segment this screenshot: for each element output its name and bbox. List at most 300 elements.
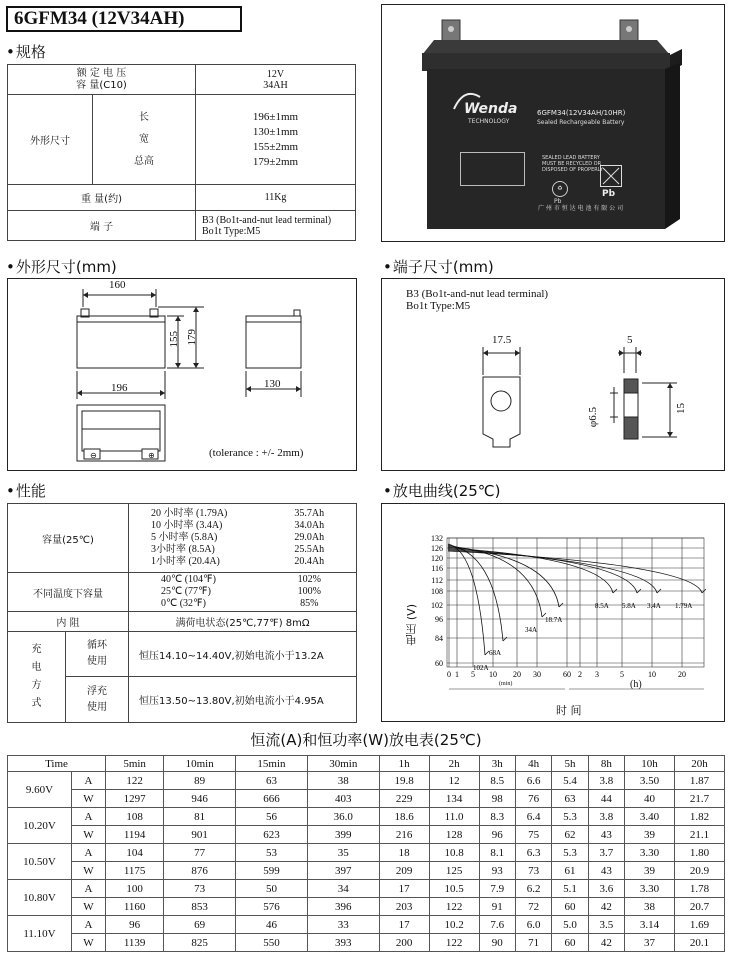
table-header-cell: 8h <box>588 756 624 772</box>
rated-voltage-label-cell <box>8 65 196 95</box>
table-cell: 10.5 <box>429 880 479 898</box>
table-cell: 73 <box>515 862 551 880</box>
series-label: 8.5A <box>595 602 609 610</box>
table-cell: 7.9 <box>479 880 515 898</box>
table-cell: 63 <box>236 772 308 790</box>
table-cell: 1194 <box>106 826 164 844</box>
table-header-cell: 2h <box>429 756 479 772</box>
rated-voltage-value-cell <box>196 65 356 95</box>
table-row <box>8 862 725 880</box>
table-cell: 10.8 <box>429 844 479 862</box>
dims-drawing <box>8 279 355 469</box>
dim-height-inner: 155 <box>168 331 180 348</box>
battery-model: 6GFM34(12V34AH/10HR) <box>537 109 626 117</box>
float-use-value: 恒压13.50~13.80V,初始电流小于4.95A <box>129 677 357 723</box>
table-cell: 43 <box>588 826 624 844</box>
terminal-height: 15 <box>675 403 687 414</box>
section-terminal-heading: • 端子尺寸(mm) <box>383 258 494 276</box>
chart-frame <box>447 538 704 667</box>
table-cell: 5.3 <box>552 808 588 826</box>
recycle-icon: ♻ <box>552 181 568 197</box>
table-cell: 39 <box>625 862 675 880</box>
battery-brand: Wenda <box>464 101 518 117</box>
voltage-cell: 10.80V <box>8 880 72 916</box>
table-header-cell: 4h <box>515 756 551 772</box>
table-header-cell: 3h <box>479 756 515 772</box>
series-label: 3.4A <box>647 602 661 610</box>
table-cell: 3.14 <box>625 916 675 934</box>
table-cell: 8.3 <box>479 808 515 826</box>
table-cell: 3.8 <box>588 808 624 826</box>
table-cell: 6.4 <box>515 808 551 826</box>
capacity-list <box>263 504 357 573</box>
rate-1h: 1小时率 (20.4A) <box>151 556 220 567</box>
chart-x-unit-min: (min) <box>499 681 513 687</box>
table-cell: 1.87 <box>675 772 725 790</box>
y-tick-label: 126 <box>431 544 443 553</box>
temp-40: 40℃ (104℉) <box>161 574 216 585</box>
table-cell: 63 <box>552 790 588 808</box>
float-label-1: 浮充 <box>87 685 107 697</box>
voltage-cell: 10.50V <box>8 844 72 880</box>
dims-label: 外形尺寸 <box>8 95 93 185</box>
unit-cell: A <box>72 808 106 826</box>
table-cell: 56 <box>236 808 308 826</box>
table-cell: 62 <box>552 826 588 844</box>
series-label: 68A <box>489 649 502 657</box>
table-cell: 403 <box>307 790 379 808</box>
table-cell: 550 <box>236 934 308 952</box>
dim-width: 130±1mm <box>252 125 299 138</box>
capacity-label: 容量(25℃) <box>8 504 129 573</box>
x-tick-label: 30 <box>533 670 541 679</box>
table-cell: 134 <box>429 790 479 808</box>
unit-cell: W <box>72 898 106 916</box>
table-row <box>8 790 725 808</box>
table-row <box>8 772 725 790</box>
table-cell: 73 <box>164 880 236 898</box>
table-row <box>8 826 725 844</box>
table-row <box>8 934 725 952</box>
table-cell: 11.0 <box>429 808 479 826</box>
dim-total-height: 179±2mm <box>252 155 299 168</box>
table-header-cell: 20h <box>675 756 725 772</box>
table-cell: 71 <box>515 934 551 952</box>
x-tick-label: 10 <box>648 670 656 679</box>
y-tick-label: 108 <box>431 587 443 596</box>
temp-list <box>129 573 263 612</box>
table-cell: 36.0 <box>307 808 379 826</box>
table-cell: 42 <box>588 898 624 916</box>
temp-capacity-label: 不同温度下容量 <box>8 573 129 612</box>
discharge-chart <box>382 504 723 720</box>
table-cell: 17 <box>379 880 429 898</box>
table-cell: 203 <box>379 898 429 916</box>
warning-line-2: MUST BE RECYCLED OR <box>542 161 602 167</box>
discharge-chart-panel <box>381 503 725 722</box>
table-header-cell: 1h <box>379 756 429 772</box>
discharge-table-title: 恒流(A)和恒功率(W)放电表(25℃) <box>250 731 482 749</box>
chart-y-label: 电压 (V) <box>405 604 418 646</box>
table-cell: 89 <box>164 772 236 790</box>
table-cell: 21.7 <box>675 790 725 808</box>
table-cell: 34 <box>307 880 379 898</box>
length-label: 长 <box>139 111 149 123</box>
series-line <box>448 545 503 641</box>
table-cell: 3.30 <box>625 844 675 862</box>
dim-width: 130 <box>264 378 281 390</box>
table-header-cell: 10min <box>164 756 236 772</box>
spec-table <box>7 64 356 241</box>
rate-20h: 20 小时率 (1.79A) <box>151 508 228 519</box>
table-cell: 100 <box>106 880 164 898</box>
resistance-label: 内 阻 <box>8 612 129 632</box>
table-row <box>8 808 725 826</box>
unit-cell: A <box>72 772 106 790</box>
table-cell: 60 <box>552 898 588 916</box>
voltage-cell: 10.20V <box>8 808 72 844</box>
y-tick-label: 60 <box>435 659 443 668</box>
table-cell: 12 <box>429 772 479 790</box>
table-cell: 901 <box>164 826 236 844</box>
table-cell: 20.9 <box>675 862 725 880</box>
table-cell: 6.2 <box>515 880 551 898</box>
table-header-cell: 5min <box>106 756 164 772</box>
table-cell: 53 <box>236 844 308 862</box>
temp-40-value: 102% <box>297 574 321 585</box>
table-cell: 96 <box>479 826 515 844</box>
table-cell: 128 <box>429 826 479 844</box>
table-cell: 81 <box>164 808 236 826</box>
battery-brand-sub: TECHNOLOGY <box>468 118 510 125</box>
table-cell: 20.7 <box>675 898 725 916</box>
table-cell: 10.2 <box>429 916 479 934</box>
y-tick-label: 96 <box>435 615 443 624</box>
table-cell: 35 <box>307 844 379 862</box>
table-cell: 104 <box>106 844 164 862</box>
table-cell: 946 <box>164 790 236 808</box>
temp-0: 0℃ (32℉) <box>161 598 206 609</box>
charge-char-2: 电 <box>31 662 42 673</box>
dim-length: 196±1mm <box>252 110 299 123</box>
x-tick-label: 1 <box>455 670 459 679</box>
table-cell: 393 <box>307 934 379 952</box>
table-cell: 93 <box>479 862 515 880</box>
table-cell: 3.50 <box>625 772 675 790</box>
terminal-type: B3 (Bo1t-and-nut lead terminal) <box>202 214 332 226</box>
table-cell: 46 <box>236 916 308 934</box>
float-label-2: 使用 <box>87 701 107 713</box>
unit-cell: A <box>72 844 106 862</box>
width-label: 宽 <box>139 133 149 145</box>
section-perf-heading: • 性能 <box>6 482 46 500</box>
unit-cell: W <box>72 934 106 952</box>
table-cell: 42 <box>588 934 624 952</box>
table-cell: 122 <box>429 898 479 916</box>
dim-height: 155±2mm <box>252 140 299 153</box>
x-tick-label: 2 <box>578 670 582 679</box>
series-line <box>448 547 559 607</box>
capacity-3h: 25.5Ah <box>294 544 325 555</box>
table-cell: 623 <box>236 826 308 844</box>
table-cell: 5.3 <box>552 844 588 862</box>
plus-terminal-icon: ⊕ <box>148 451 155 460</box>
table-cell: 396 <box>307 898 379 916</box>
charge-method-label <box>8 632 66 723</box>
weight-label: 重 量(约) <box>8 185 196 211</box>
resistance-value: 满荷电状态(25℃,77℉) 8mΩ <box>129 612 357 632</box>
table-cell: 1160 <box>106 898 164 916</box>
table-cell: 1.82 <box>675 808 725 826</box>
table-row <box>8 844 725 862</box>
table-cell: 61 <box>552 862 588 880</box>
table-cell: 20.1 <box>675 934 725 952</box>
rate-5h: 5 小时率 (5.8A) <box>151 532 218 543</box>
table-cell: 666 <box>236 790 308 808</box>
table-cell: 44 <box>588 790 624 808</box>
dim-height-total: 179 <box>186 329 198 346</box>
series-label: 1.79A <box>675 602 693 610</box>
x-tick-label: 3 <box>595 670 599 679</box>
rate-3h: 3小时率 (8.5A) <box>151 544 215 555</box>
section-curve-heading: • 放电曲线(25℃) <box>383 482 501 500</box>
table-cell: 1.78 <box>675 880 725 898</box>
table-cell: 209 <box>379 862 429 880</box>
terminal-bolt: Bo1t Type:M5 <box>202 225 261 237</box>
table-header-cell: 15min <box>236 756 308 772</box>
dims-values <box>196 95 356 185</box>
y-tick-label: 112 <box>431 576 443 585</box>
battery-maker: 广 州 市 恒 达 电 池 有 限 公 司 <box>538 205 624 212</box>
capacity-label: 容 量(C10) <box>76 79 127 91</box>
series-line <box>448 550 657 593</box>
discharge-table <box>7 755 725 952</box>
terminal-drawing-panel <box>381 278 725 471</box>
table-cell: 3.6 <box>588 880 624 898</box>
temp-25: 25℃ (77℉) <box>161 586 211 597</box>
table-cell: 5.0 <box>552 916 588 934</box>
table-cell: 853 <box>164 898 236 916</box>
table-cell: 39 <box>625 826 675 844</box>
table-cell: 1139 <box>106 934 164 952</box>
x-tick-label: 10 <box>489 670 497 679</box>
charge-char-1: 充 <box>31 644 42 655</box>
unit-cell: W <box>72 862 106 880</box>
table-cell: 1.69 <box>675 916 725 934</box>
series-line <box>448 549 637 593</box>
weight-value: 11Kg <box>196 185 356 211</box>
table-cell: 3.30 <box>625 880 675 898</box>
table-cell: 43 <box>588 862 624 880</box>
table-cell: 90 <box>479 934 515 952</box>
unit-cell: A <box>72 916 106 934</box>
battery-pb-large: Pb <box>602 189 616 199</box>
x-tick-label: 5 <box>620 670 624 679</box>
battery-pb-small: Pb <box>554 198 562 205</box>
table-cell: 125 <box>429 862 479 880</box>
crossed-bin-icon <box>600 165 622 187</box>
minus-terminal-icon: ⊖ <box>90 451 97 460</box>
table-cell: 108 <box>106 808 164 826</box>
page-title: 6GFM34 (12V34AH) <box>6 6 242 32</box>
table-cell: 122 <box>429 934 479 952</box>
table-cell: 1175 <box>106 862 164 880</box>
table-header-cell: 30min <box>307 756 379 772</box>
table-cell: 599 <box>236 862 308 880</box>
terminal-label: 端 子 <box>8 211 196 241</box>
series-line <box>448 551 702 593</box>
table-cell: 18 <box>379 844 429 862</box>
table-cell: 216 <box>379 826 429 844</box>
unit-cell: W <box>72 790 106 808</box>
table-cell: 38 <box>625 898 675 916</box>
terminal-desc-bolt: Bo1t Type:M5 <box>406 300 471 312</box>
y-tick-label: 120 <box>431 554 443 563</box>
terminal-values <box>196 211 356 241</box>
rate-10h: 10 小时率 (3.4A) <box>151 520 223 531</box>
capacity-value: 34AH <box>263 79 288 91</box>
table-cell: 8.1 <box>479 844 515 862</box>
table-cell: 77 <box>164 844 236 862</box>
table-cell: 38 <box>307 772 379 790</box>
table-cell: 21.1 <box>675 826 725 844</box>
table-cell: 1297 <box>106 790 164 808</box>
section-spec-heading: • 规格 <box>6 43 46 61</box>
table-cell: 91 <box>479 898 515 916</box>
table-cell: 122 <box>106 772 164 790</box>
temp-0-value: 85% <box>300 598 319 609</box>
table-cell: 1.80 <box>675 844 725 862</box>
table-header-cell: 10h <box>625 756 675 772</box>
rated-voltage-value: 12V <box>266 68 285 80</box>
table-row <box>8 916 725 934</box>
unit-cell: A <box>72 880 106 898</box>
table-cell: 76 <box>515 790 551 808</box>
capacity-20h: 35.7Ah <box>294 508 325 519</box>
y-tick-label: 102 <box>431 601 443 610</box>
dims-sub-labels <box>93 95 196 185</box>
terminal-hole-dia: φ6.5 <box>587 407 599 428</box>
rate-list <box>129 504 263 573</box>
float-use-label <box>66 677 129 723</box>
tolerance-note: (tolerance : +/- 2mm) <box>209 447 304 459</box>
y-tick-label: 116 <box>431 564 443 573</box>
table-cell: 60 <box>552 934 588 952</box>
table-cell: 397 <box>307 862 379 880</box>
table-cell: 876 <box>164 862 236 880</box>
temp-25-value: 100% <box>297 586 321 597</box>
table-cell: 6.6 <box>515 772 551 790</box>
charge-char-4: 式 <box>31 698 42 709</box>
dim-length: 196 <box>111 382 128 394</box>
terminal-thickness: 5 <box>627 334 633 346</box>
table-cell: 200 <box>379 934 429 952</box>
table-cell: 5.4 <box>552 772 588 790</box>
table-cell: 5.1 <box>552 880 588 898</box>
table-cell: 3.5 <box>588 916 624 934</box>
table-cell: 3.8 <box>588 772 624 790</box>
section-dims-heading: • 外形尺寸(mm) <box>6 258 117 276</box>
chart-x-unit-h: (h) <box>630 679 642 690</box>
voltage-cell: 11.10V <box>8 916 72 952</box>
table-cell: 8.5 <box>479 772 515 790</box>
table-cell: 3.7 <box>588 844 624 862</box>
table-cell: 17 <box>379 916 429 934</box>
unit-cell: W <box>72 826 106 844</box>
table-cell: 19.8 <box>379 772 429 790</box>
table-corner: Time <box>8 756 106 772</box>
x-tick-label: 0 <box>447 670 451 679</box>
table-cell: 7.6 <box>479 916 515 934</box>
table-cell: 98 <box>479 790 515 808</box>
cycle-use-value: 恒压14.10~14.40V,初始电流小于13.2A <box>129 632 357 677</box>
series-label: 102A <box>473 664 489 672</box>
battery-sticker <box>460 152 525 186</box>
capacity-10h: 34.0Ah <box>294 520 325 531</box>
capacity-1h: 20.4Ah <box>294 556 325 567</box>
charge-char-3: 方 <box>31 680 42 691</box>
voltage-cell: 9.60V <box>8 772 72 808</box>
terminal-desc-type: B3 (Bo1t-and-nut lead terminal) <box>406 288 549 300</box>
battery-warning <box>542 155 603 173</box>
terminal-width: 17.5 <box>492 334 512 346</box>
table-cell: 3.40 <box>625 808 675 826</box>
terminal-desc <box>406 288 548 312</box>
table-cell: 69 <box>164 916 236 934</box>
series-label: 34A <box>525 626 538 634</box>
y-tick-label: 132 <box>431 534 443 543</box>
series-leader <box>503 637 507 641</box>
y-tick-label: 84 <box>435 634 443 643</box>
battery-subtitle: Sealed Rechargeable Battery <box>537 119 625 126</box>
table-cell: 96 <box>106 916 164 934</box>
rated-voltage-label: 额 定 电 压 <box>76 67 127 79</box>
cycle-label-1: 循环 <box>87 640 107 651</box>
table-row <box>8 898 725 916</box>
table-cell: 33 <box>307 916 379 934</box>
x-tick-label: 20 <box>513 670 521 679</box>
height-label: 总高 <box>134 155 154 167</box>
chart-x-label: 时 间 <box>556 704 582 717</box>
table-cell: 6.3 <box>515 844 551 862</box>
table-row <box>8 880 725 898</box>
capacity-5h: 29.0Ah <box>294 532 325 543</box>
table-cell: 75 <box>515 826 551 844</box>
performance-table <box>7 503 357 723</box>
table-cell: 37 <box>625 934 675 952</box>
table-cell: 825 <box>164 934 236 952</box>
dims-drawing-panel <box>7 278 357 471</box>
temp-value-list <box>263 573 357 612</box>
table-cell: 576 <box>236 898 308 916</box>
series-label: 18.7A <box>545 616 563 624</box>
table-header-cell: 5h <box>552 756 588 772</box>
table-cell: 40 <box>625 790 675 808</box>
table-cell: 50 <box>236 880 308 898</box>
table-cell: 18.6 <box>379 808 429 826</box>
x-tick-label: 20 <box>678 670 686 679</box>
series-line <box>448 544 485 655</box>
table-cell: 399 <box>307 826 379 844</box>
cycle-use-label <box>66 632 129 677</box>
table-cell: 229 <box>379 790 429 808</box>
x-tick-label: 60 <box>563 670 571 679</box>
warning-line-1: SEALED LEAD BATTERY <box>542 155 600 161</box>
cycle-label-2: 使用 <box>87 656 107 667</box>
dim-top-width: 160 <box>109 279 126 291</box>
warning-line-3: DISPOSED OF PROPERLY <box>542 167 603 173</box>
x-tick-label: 5 <box>471 670 475 679</box>
